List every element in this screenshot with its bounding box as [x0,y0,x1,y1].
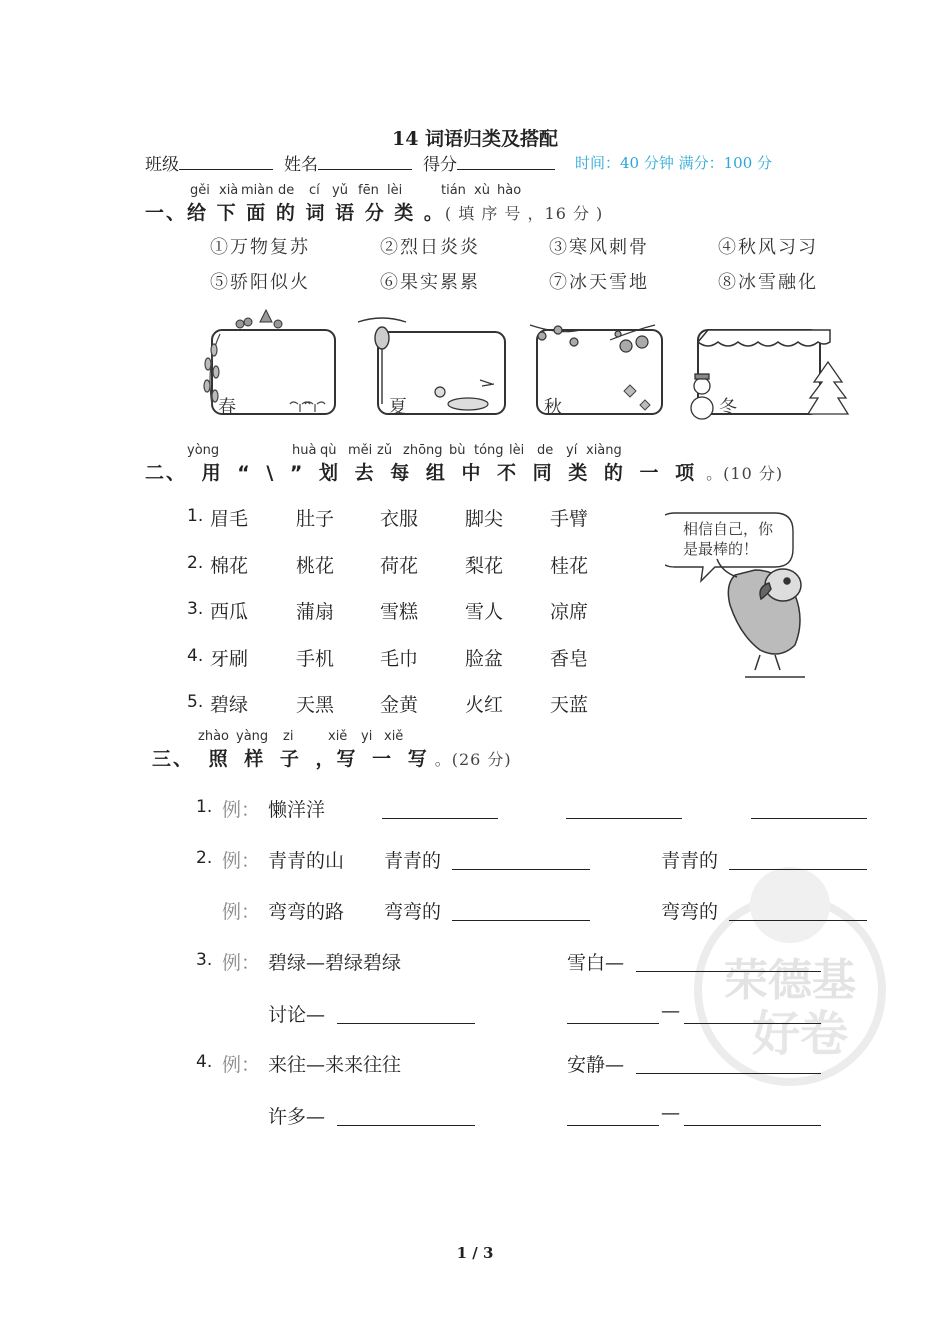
example-word: 懒洋洋 [268,799,326,821]
pinyin: qù [320,443,337,458]
flower-icon [236,310,282,328]
option-item: ⑤骄阳似火 [210,272,310,293]
phrase-prefix: 青青的 [384,850,442,872]
winter-box[interactable] [691,330,848,419]
score-blank[interactable] [457,155,555,170]
item-number: 4. [196,1052,213,1072]
section2-heading [145,458,783,485]
option-item: ②烈日炎炎 [380,237,480,258]
speech-text-line1: 相信自己，你 [683,520,774,538]
watermark-logo [690,850,890,1100]
answer-blank[interactable] [729,920,867,921]
example-word: 弯弯的路 [268,901,345,923]
row-number: 5. [187,692,204,712]
score-label: 得分 [423,155,457,175]
season-label-autumn: 秋 [544,397,562,418]
option-item: ⑥果实累累 [380,272,480,293]
pinyin: xià [219,183,239,198]
speech-text-line2: 是最棒的！ [683,540,759,558]
exam-meta: 时间：40 分钟 满分：100 分 [575,154,773,172]
word-option[interactable]: 梨花 [465,555,504,577]
answer-blank[interactable] [636,1073,821,1074]
pinyin: de [537,443,554,458]
pinyin: huà [292,443,317,458]
question-word: 许多— [268,1106,326,1128]
pinyin: tián [441,183,466,198]
question-word: 讨论— [268,1004,326,1026]
pinyin: yí [566,443,578,458]
pinyin: zhào [198,729,229,744]
pinyin: gěi [190,183,210,198]
section1-note: ( 填 序 号 ，16 分 ) [444,204,604,223]
section3-heading [152,744,512,771]
section3-title: 三、 照 样 子 ，写 一 写 [152,748,429,770]
parrot-icon [717,559,805,677]
word-option[interactable]: 金黄 [380,694,419,716]
word-option[interactable]: 桂花 [550,555,589,577]
word-option[interactable]: 碧绿 [210,694,249,716]
example-word: 来往—来来往往 [268,1054,402,1076]
word-option[interactable]: 毛巾 [380,648,419,670]
answer-blank[interactable] [636,971,821,972]
example-label: 例： [222,901,261,923]
option-item: ⑦冰天雪地 [549,272,649,293]
answer-blank[interactable] [337,1125,475,1126]
word-option[interactable]: 火红 [465,694,504,716]
pinyin: xiě [328,729,348,744]
season-illustrations [190,300,860,422]
answer-blank[interactable] [729,869,867,870]
answer-blank[interactable] [337,1023,475,1024]
season-label-winter: 冬 [719,397,737,418]
pinyin: lèi [387,183,403,198]
answer-blank[interactable] [751,818,867,819]
answer-blank[interactable] [684,1125,821,1126]
word-option[interactable]: 桃花 [296,555,335,577]
pinyin: xù [474,183,490,198]
pinyin: zi [283,729,294,744]
section2-title: 二、 用 “ \ ” 划 去 每 组 中 不 同 类 的 一 项 [145,462,697,484]
pinyin: hào [497,183,522,198]
answer-blank[interactable] [567,1125,659,1126]
pinyin: lèi [509,443,525,458]
option-item: ③寒风刺骨 [549,237,649,258]
word-option[interactable]: 牙刷 [210,648,249,670]
pinyin: xiàng [586,443,622,458]
page-number: 1 / 3 [456,1244,494,1262]
example-label: 例： [222,1054,261,1076]
word-option[interactable]: 手臂 [550,508,589,530]
word-option[interactable]: 荷花 [380,555,419,577]
watermark-text-2: 好卷 [751,1006,849,1062]
pinyin: yi [361,729,373,744]
answer-blank[interactable] [452,869,590,870]
row-number: 3. [187,599,204,619]
word-option[interactable]: 眉毛 [210,508,249,530]
name-blank[interactable] [318,155,412,170]
pinyin: zhōng [403,443,443,458]
row-number: 4. [187,646,204,666]
season-label-summer: 夏 [389,397,407,418]
pinyin: fēn [358,183,379,198]
dash: — [661,1102,680,1124]
word-option[interactable]: 蒲扇 [296,601,335,623]
question-word: 雪白— [567,952,625,974]
row-number: 1. [187,506,204,526]
example-label: 例： [222,952,261,974]
word-option[interactable]: 肚子 [296,508,335,530]
word-option[interactable]: 棉花 [210,555,249,577]
word-option[interactable]: 脸盆 [465,648,504,670]
word-option[interactable]: 天蓝 [550,694,589,716]
class-field [145,150,273,175]
name-label: 姓名 [284,155,318,175]
word-option[interactable]: 手机 [296,648,335,670]
example-word: 碧绿—碧绿碧绿 [268,952,402,974]
pinyin: yàng [236,729,269,744]
section1-title: 一、给 下 面 的 词 语 分 类 。 [145,202,445,224]
pinyin: xiě [384,729,404,744]
row-number: 2. [187,553,204,573]
option-item: ⑧冰雪融化 [718,272,818,293]
word-option[interactable]: 西瓜 [210,601,249,623]
pinyin: měi [348,443,373,458]
section3-note: 。(26 分) [434,750,512,769]
class-label: 班级 [145,155,179,175]
pinyin: tóng [474,443,504,458]
example-word: 青青的山 [268,850,345,872]
dash: — [661,1000,680,1022]
phrase-prefix: 弯弯的 [384,901,442,923]
pinyin: de [278,183,295,198]
word-option[interactable]: 凉席 [550,601,589,623]
watermark-text-1: 荣德基 [724,955,856,1006]
pinyin: yǔ [332,183,348,198]
option-item: ①万物复苏 [210,237,310,258]
example-label: 例： [222,799,261,821]
name-field [284,150,412,175]
item-number: 3. [196,950,213,970]
answer-blank[interactable] [382,818,498,819]
score-field [423,150,555,175]
summer-box[interactable] [358,318,505,414]
class-blank[interactable] [179,155,273,170]
item-number: 2. [196,848,213,868]
word-option[interactable]: 天黑 [296,694,335,716]
example-label: 例： [222,850,261,872]
pinyin: bù [449,443,466,458]
word-option[interactable]: 香皂 [550,648,589,670]
section1-heading [145,198,603,225]
pinyin: cí [309,183,320,198]
word-option[interactable]: 脚尖 [465,508,504,530]
answer-blank[interactable] [684,1023,821,1024]
season-label-spring: 春 [218,397,236,418]
question-word: 安静— [567,1054,625,1076]
pinyin: yòng [187,443,220,458]
answer-blank[interactable] [452,920,590,921]
item-number: 1. [196,797,213,817]
phrase-prefix: 青青的 [661,850,719,872]
pinyin: zǔ [377,443,393,458]
word-option[interactable]: 雪人 [465,601,504,623]
phrase-prefix: 弯弯的 [661,901,719,923]
option-item: ④秋风习习 [718,237,818,258]
word-option[interactable]: 雪糕 [380,601,419,623]
page-title: 14 词语归类及搭配 [391,128,559,150]
word-option[interactable]: 衣服 [380,508,419,530]
answer-blank[interactable] [567,1023,659,1024]
answer-blank[interactable] [566,818,682,819]
pinyin: miàn [241,183,274,198]
section2-note: 。(10 分) [706,464,784,483]
